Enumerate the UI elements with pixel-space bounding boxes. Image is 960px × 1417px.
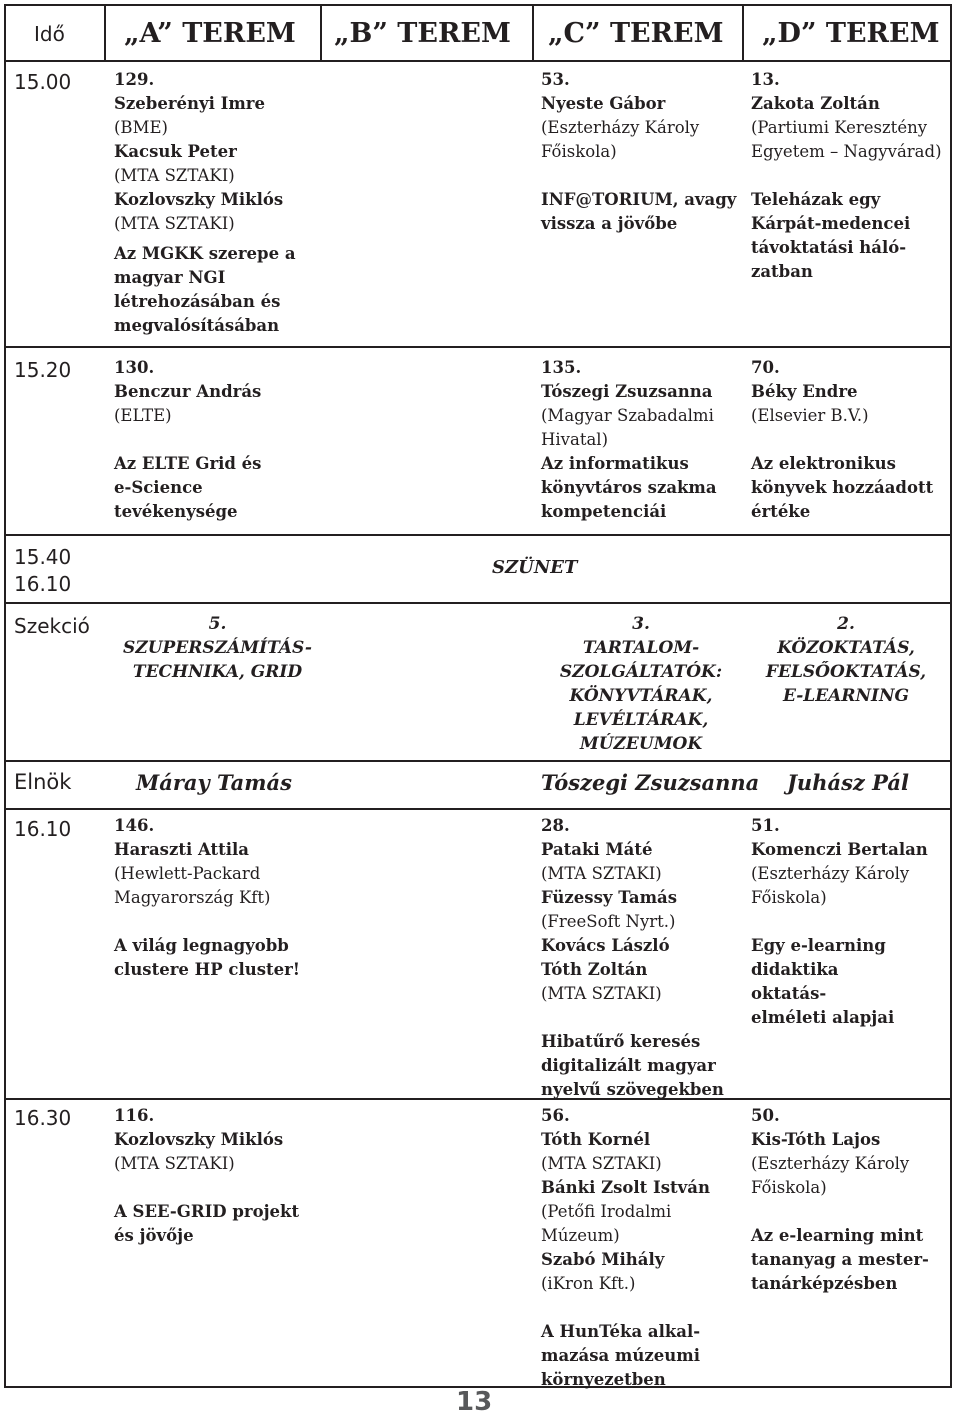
talk-title-line: kompetenciái bbox=[541, 502, 667, 521]
talk-title-line: távoktatási háló- bbox=[751, 238, 907, 257]
talk-title-line: vissza a jövőbe bbox=[541, 214, 678, 233]
header-col-divider-3 bbox=[532, 4, 534, 60]
section-title-line: SZOLGÁLTATÓK: bbox=[559, 662, 723, 682]
speaker-affiliation: (Eszterházy Károly bbox=[751, 864, 910, 883]
talk-title-line: tanárképzésben bbox=[751, 1274, 898, 1293]
talk-title-line: A SEE-GRID projekt bbox=[114, 1202, 300, 1221]
speaker-name: Zakota Zoltán bbox=[751, 94, 880, 113]
talk-d-1500 bbox=[751, 68, 942, 284]
talk-title-line: INF@TORIUM, avagy bbox=[541, 190, 737, 209]
header-ido: Idő bbox=[34, 22, 65, 46]
speaker-name: Tóth Zoltán bbox=[541, 960, 648, 979]
speaker-affiliation: (Elsevier B.V.) bbox=[751, 406, 869, 425]
speaker-affiliation: Hivatal) bbox=[541, 430, 609, 449]
talk-title-line: A HunTéka alkal- bbox=[541, 1322, 701, 1341]
section-d bbox=[746, 612, 946, 708]
talk-title-line: zatban bbox=[751, 262, 813, 281]
section-title-line: SZUPERSZÁMÍTÁS- bbox=[123, 638, 312, 658]
speaker-name: Nyeste Gábor bbox=[541, 94, 666, 113]
speaker-affiliation: (Petőfi Irodalmi bbox=[541, 1202, 672, 1221]
speaker-affiliation: (MTA SZTAKI) bbox=[541, 864, 662, 883]
speaker-affiliation: (Partiumi Keresztény bbox=[751, 118, 928, 137]
speaker-affiliation: (Eszterházy Károly bbox=[751, 1154, 910, 1173]
speaker-name: Béky Endre bbox=[751, 382, 858, 401]
talk-number: 146. bbox=[114, 816, 155, 835]
speaker-name: Füzessy Tamás bbox=[541, 888, 678, 907]
section-a bbox=[110, 612, 325, 684]
talk-title-line: elméleti alapjai bbox=[751, 1008, 895, 1027]
speaker-name: Kis-Tóth Lajos bbox=[751, 1130, 881, 1149]
talk-title-line: mazása múzeumi bbox=[541, 1346, 700, 1365]
speaker-affiliation: (Hewlett-Packard bbox=[114, 864, 261, 883]
talk-number: 53. bbox=[541, 70, 570, 89]
header-col-divider-4 bbox=[742, 4, 744, 60]
speaker-name: Szabó Mihály bbox=[541, 1250, 665, 1269]
speaker-affiliation: Főiskola) bbox=[751, 1178, 827, 1197]
speaker-name: Benczur András bbox=[114, 382, 262, 401]
talk-number: 130. bbox=[114, 358, 155, 377]
speaker-name: Tóth Kornél bbox=[541, 1130, 651, 1149]
talk-number: 13. bbox=[751, 70, 780, 89]
talk-number: 70. bbox=[751, 358, 780, 377]
page-number: 13 bbox=[456, 1387, 493, 1417]
talk-number: 50. bbox=[751, 1106, 780, 1125]
speaker-name: Szeberényi Imre bbox=[114, 94, 265, 113]
time-1630: 16.30 bbox=[14, 1106, 72, 1130]
talk-title-line: tananyag a mester- bbox=[751, 1250, 929, 1269]
speaker-affiliation: (ELTE) bbox=[114, 406, 172, 425]
talk-title-line: könyvek hozzáadott bbox=[751, 478, 934, 497]
row-divider-break bbox=[4, 534, 952, 536]
row-divider-1610 bbox=[4, 808, 952, 810]
speaker-name: Tószegi Zsuzsanna bbox=[541, 382, 713, 401]
time-1540: 15.40 bbox=[14, 545, 72, 569]
talk-title-line: tevékenysége bbox=[114, 502, 238, 521]
talk-title-line: Az elektronikus bbox=[751, 454, 896, 473]
talk-title-line: Az informatikus bbox=[541, 454, 689, 473]
row-divider-1630 bbox=[4, 1098, 952, 1100]
time-1610: 16.10 bbox=[14, 817, 72, 841]
talk-c-1520 bbox=[541, 356, 717, 524]
row-divider-section bbox=[4, 602, 952, 604]
section-title-line: TECHNIKA, GRID bbox=[132, 662, 303, 682]
header-room-b: „B” TEREM bbox=[334, 18, 511, 49]
speaker-affiliation: (MTA SZTAKI) bbox=[541, 984, 662, 1003]
section-title-line: TARTALOM- bbox=[582, 638, 700, 658]
talk-title-line: Hibatűrő keresés bbox=[541, 1032, 701, 1051]
talk-number: 56. bbox=[541, 1106, 570, 1125]
talk-title-line: megvalósításában bbox=[114, 316, 280, 335]
section-number: 5. bbox=[208, 614, 227, 634]
talk-number: 51. bbox=[751, 816, 780, 835]
speaker-affiliation: (Eszterházy Károly bbox=[541, 118, 700, 137]
talk-title-line: clustere HP cluster! bbox=[114, 960, 301, 979]
speaker-affiliation: Főiskola) bbox=[751, 888, 827, 907]
speaker-name: Bánki Zsolt István bbox=[541, 1178, 710, 1197]
talk-title-line: értéke bbox=[751, 502, 811, 521]
time-1520: 15.20 bbox=[14, 358, 72, 382]
header-room-a: „A” TEREM bbox=[124, 18, 296, 49]
speaker-affiliation: (MTA SZTAKI) bbox=[114, 1154, 235, 1173]
speaker-affiliation: Főiskola) bbox=[541, 142, 617, 161]
talk-title-line: létrehozásában és bbox=[114, 292, 281, 311]
talk-title bbox=[114, 242, 296, 338]
section-title-line: LEVÉLTÁRAK, bbox=[573, 710, 709, 730]
time-szekcio: Szekció bbox=[14, 614, 90, 638]
speaker-name: Haraszti Attila bbox=[114, 840, 249, 859]
talk-title-line: e-Science bbox=[114, 478, 203, 497]
section-title-line: E-LEARNING bbox=[782, 686, 910, 706]
speaker-affiliation: (Magyar Szabadalmi bbox=[541, 406, 714, 425]
speaker-name: Pataki Máté bbox=[541, 840, 653, 859]
header-room-d: „D” TEREM bbox=[762, 18, 940, 49]
talk-title-line: könyvtáros szakma bbox=[541, 478, 717, 497]
talk-title-line: Az ELTE Grid és bbox=[114, 454, 262, 473]
speaker-affiliation: (MTA SZTAKI) bbox=[114, 166, 235, 185]
talk-title-line: Kárpát-medencei bbox=[751, 214, 911, 233]
speaker-affiliation: (iKron Kft.) bbox=[541, 1274, 636, 1293]
talk-title-line: nyelvű szövegekben bbox=[541, 1080, 724, 1099]
talk-c-1610 bbox=[541, 814, 724, 1102]
speaker-affiliation: Múzeum) bbox=[541, 1226, 620, 1245]
talk-title-line: Az MGKK szerepe a bbox=[114, 244, 296, 263]
talk-title-line: és jövője bbox=[114, 1226, 194, 1245]
speaker-name: Kacsuk Peter bbox=[114, 142, 237, 161]
section-number: 2. bbox=[837, 614, 855, 634]
talk-title-line: Az e-learning mint bbox=[751, 1226, 924, 1245]
section-title-line: KÖNYVTÁRAK, bbox=[569, 686, 713, 706]
talk-title-line: oktatás- bbox=[751, 984, 827, 1003]
speaker-name: Kovács László bbox=[541, 936, 670, 955]
talk-title-line: Teleházak egy bbox=[751, 190, 881, 209]
row-divider-chair bbox=[4, 760, 952, 762]
section-c bbox=[536, 612, 746, 756]
chair-label: Elnök bbox=[14, 770, 72, 794]
speaker-affiliation: (MTA SZTAKI) bbox=[541, 1154, 662, 1173]
talk-title-line: magyar NGI bbox=[114, 268, 226, 287]
talk-a-1500 bbox=[114, 68, 296, 338]
talk-d-1520 bbox=[751, 356, 933, 524]
talk-title-line: Egy e-learning bbox=[751, 936, 886, 955]
talk-c-1630 bbox=[541, 1104, 710, 1392]
chair-c: Tószegi Zsuzsanna bbox=[541, 770, 760, 795]
speaker-affiliation: (FreeSoft Nyrt.) bbox=[541, 912, 676, 931]
talk-title-line: didaktika bbox=[751, 960, 839, 979]
talk-c-1500 bbox=[541, 68, 736, 236]
talk-a-1630 bbox=[114, 1104, 299, 1248]
speaker-name: Kozlovszky Miklós bbox=[114, 190, 284, 209]
section-title-line: FELSŐOKTATÁS, bbox=[765, 662, 927, 682]
break-label: SZÜNET bbox=[492, 557, 578, 578]
speaker-name: Kozlovszky Miklós bbox=[114, 1130, 284, 1149]
talk-title-line: környezetben bbox=[541, 1370, 666, 1389]
header-col-divider-2 bbox=[320, 4, 322, 60]
chair-d: Juhász Pál bbox=[787, 770, 909, 795]
row-divider-1520 bbox=[4, 346, 952, 348]
speaker-name: Komenczi Bertalan bbox=[751, 840, 928, 859]
section-number: 3. bbox=[632, 614, 650, 634]
time-1610-break-end: 16.10 bbox=[14, 572, 72, 596]
talk-d-1610 bbox=[751, 814, 928, 1030]
time-1500: 15.00 bbox=[14, 70, 72, 94]
talk-number: 135. bbox=[541, 358, 582, 377]
talk-title-line: digitalizált magyar bbox=[541, 1056, 716, 1075]
talk-number: 129. bbox=[114, 70, 155, 89]
section-title-line: MÚZEUMOK bbox=[579, 734, 703, 754]
header-col-divider-1 bbox=[104, 4, 106, 60]
row-divider-header bbox=[4, 60, 952, 62]
talk-a-1610 bbox=[114, 814, 300, 982]
talk-a-1520 bbox=[114, 356, 261, 524]
speaker-affiliation: Egyetem – Nagyvárad) bbox=[751, 142, 942, 161]
header-room-c: „C” TEREM bbox=[548, 18, 724, 49]
talk-number: 116. bbox=[114, 1106, 155, 1125]
talk-d-1630 bbox=[751, 1104, 929, 1296]
section-title-line: KÖZOKTATÁS, bbox=[777, 638, 915, 658]
talk-title-line: A világ legnagyobb bbox=[114, 936, 289, 955]
speaker-affiliation: (BME) bbox=[114, 118, 168, 137]
talk-number: 28. bbox=[541, 816, 570, 835]
speaker-affiliation: Magyarország Kft) bbox=[114, 888, 271, 907]
chair-a: Máray Tamás bbox=[136, 770, 292, 795]
speaker-affiliation: (MTA SZTAKI) bbox=[114, 214, 235, 233]
